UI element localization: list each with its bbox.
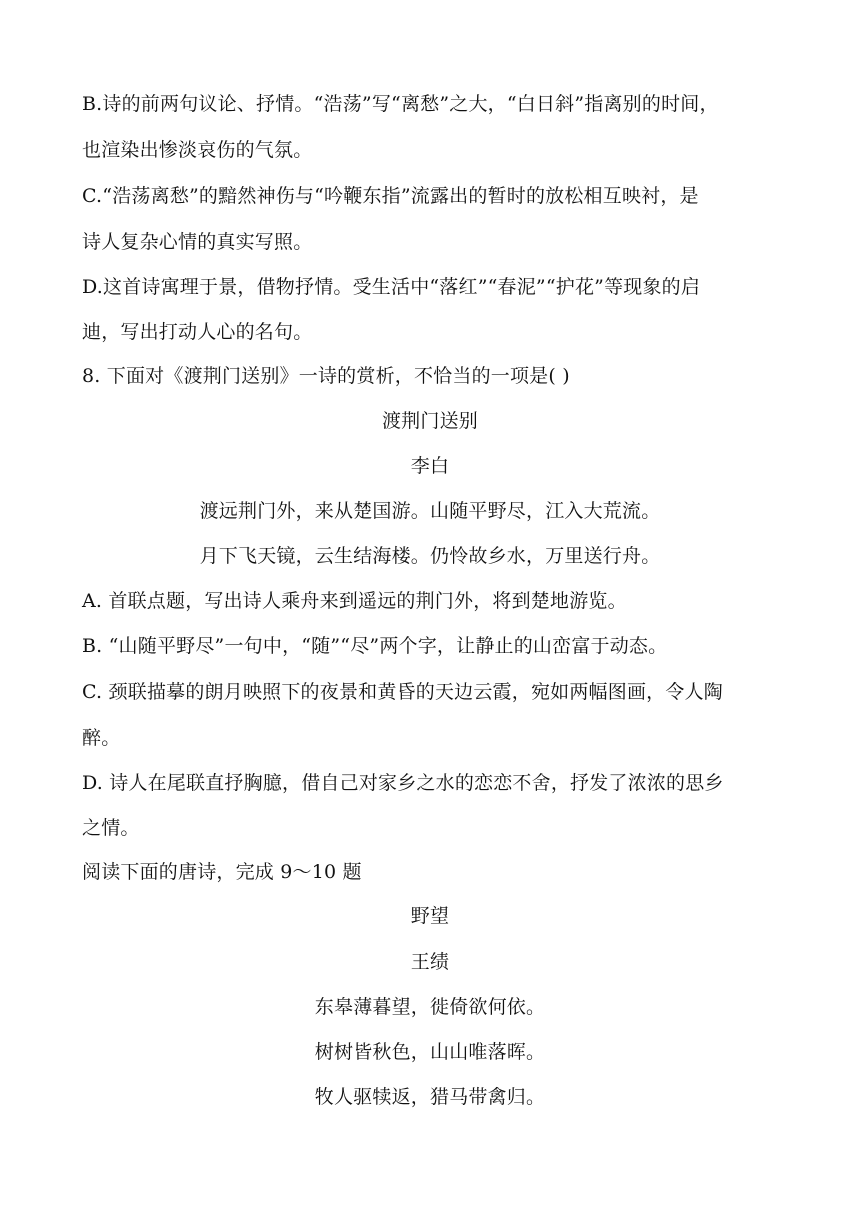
q8-option-a: A. 首联点题，写出诗人乘舟来到遥远的荆门外，将到楚地游览。 [82, 590, 627, 612]
q7-option-b-line1: B.诗的前两句议论、抒情。“浩荡”写“离愁”之大，“白日斜”指离别的时间， [82, 93, 719, 115]
reading-poem-line: 牧人驱犊返，猎马带禽归。 [314, 1086, 546, 1108]
q7-option-d-line1: D.这首诗寓理于景，借物抒情。受生活中“落红”“春泥”“护花”等现象的启 [82, 276, 701, 298]
q8-option-d-line1: D. 诗人在尾联直抒胸臆，借自己对家乡之水的恋恋不舍，抒发了浓浓的思乡 [82, 772, 724, 794]
reading-poem-title: 野望 [410, 905, 450, 927]
q8-poem-line2: 月下飞天镜，云生结海楼。仍怜故乡水，万里送行舟。 [199, 545, 661, 567]
q8-poem-title: 渡荆门送别 [381, 410, 478, 432]
q7-option-c-line2: 诗人复杂心情的真实写照。 [82, 231, 313, 253]
q8-poem-line1: 渡远荆门外，来从楚国游。山随平野尽，江入大荒流。 [199, 500, 661, 522]
reading-poem-author: 王绩 [410, 951, 450, 973]
q8-poem-author: 李白 [410, 455, 450, 477]
q7-option-c-line1: C.“浩荡离愁”的黯然神伤与“吟鞭东指”流露出的暂时的放松相互映衬，是 [82, 185, 699, 207]
reading-poem-line: 东皋薄暮望，徙倚欲何依。 [314, 996, 546, 1018]
q8-option-c-line1: C. 颈联描摹的朗月映照下的夜景和黄昏的天边云霞，宛如两幅图画，令人陶 [82, 681, 723, 703]
q8-option-b: B. “山随平野尽”一句中，“随”“尽”两个字，让静止的山峦富于动态。 [82, 635, 668, 657]
q7-option-b-line2: 也渲染出惨淡哀伤的气氛。 [82, 139, 313, 161]
reading-instruction: 阅读下面的唐诗，完成 9～10 题 [82, 861, 362, 883]
q8-question: 8. 下面对《渡荆门送别》一诗的赏析，不恰当的一项是( ) [82, 365, 570, 387]
q7-option-d-line2: 迪，写出打动人心的名句。 [82, 321, 313, 343]
q8-option-c-line2: 醉。 [82, 727, 121, 749]
q8-option-d-line2: 之情。 [82, 817, 140, 839]
reading-poem-line: 树树皆秋色，山山唯落晖。 [314, 1041, 546, 1063]
